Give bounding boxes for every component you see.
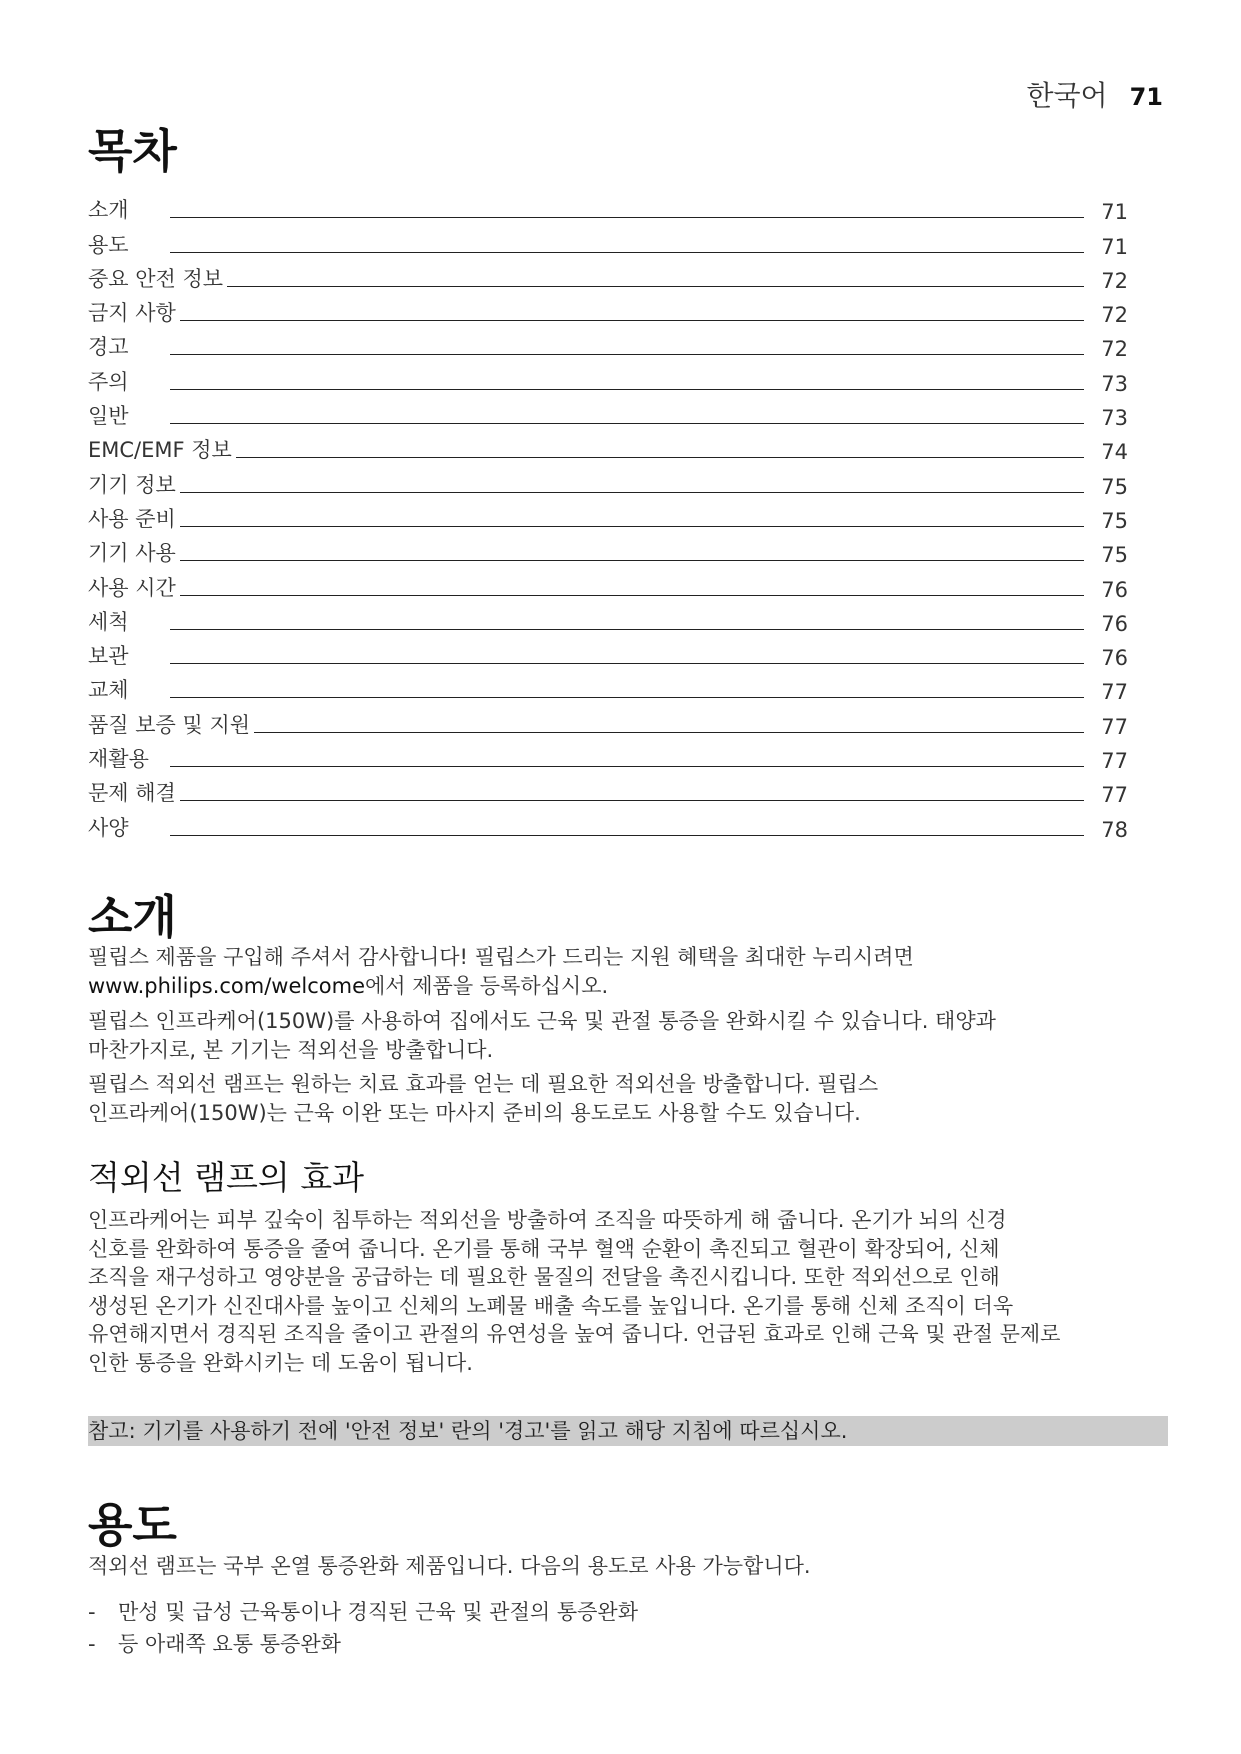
toc-entry[interactable] — [88, 464, 1128, 498]
toc-entry-page: 78 — [1101, 817, 1128, 842]
toc-entry-page: 77 — [1101, 714, 1128, 739]
intro-text: 마찬가지로, 본 기기는 적외선을 방출합니다. — [88, 1037, 494, 1062]
toc-entry-label: 용도 — [88, 232, 129, 257]
toc-entry-label: 문제 해결 — [88, 781, 176, 806]
toc-entry[interactable] — [88, 361, 1128, 395]
intro-text: 인프라케어(150W)는 근육 이완 또는 마사지 준비의 용도로도 사용할 수도 있습니다. — [88, 1100, 861, 1125]
list-item-text: 만성 및 급성 근육통이나 경직된 근육 및 관절의 통증완화 — [118, 1600, 638, 1624]
toc-entry-label: 사용 준비 — [88, 506, 176, 531]
dash-bullet-icon: - — [88, 1600, 96, 1624]
page-header — [1026, 74, 1163, 114]
toc-entry[interactable] — [88, 293, 1128, 327]
intro-title: 소개 — [88, 890, 177, 944]
toc-leader-line — [180, 800, 1084, 801]
effects-title: 적외선 램프의 효과 — [88, 1158, 365, 1197]
toc-leader-line — [180, 526, 1084, 527]
toc-leader-line — [180, 492, 1084, 493]
intro-paragraph-2 — [88, 1007, 1168, 1064]
toc-entry-page: 77 — [1101, 749, 1128, 774]
effects-text: 신호를 완화하여 통증을 줄여 줍니다. 온기를 통해 국부 혈액 순환이 촉진되고 혈관이 확장되어, 신체 — [88, 1236, 1000, 1261]
effects-text: 인한 통증을 완화시키는 데 도움이 됩니다. — [88, 1350, 473, 1375]
toc-leader-line — [227, 286, 1084, 287]
toc-entry[interactable] — [88, 533, 1128, 567]
toc-entry-label: 경고 — [88, 335, 129, 360]
toc-entry-label: 중요 안전 정보 — [88, 266, 224, 291]
toc-leader-line — [180, 560, 1084, 561]
dash-bullet-icon: - — [88, 1632, 96, 1656]
toc-entry-page: 72 — [1101, 303, 1128, 328]
toc-entry-page: 75 — [1101, 508, 1128, 533]
toc-leader-line — [170, 217, 1084, 218]
list-item-text: 등 아래쪽 요통 통증완화 — [118, 1632, 341, 1656]
toc-leader-line — [180, 595, 1084, 596]
toc-leader-line — [180, 320, 1084, 321]
toc-leader-line — [236, 457, 1084, 458]
toc-entry[interactable] — [88, 224, 1128, 258]
toc-leader-line — [170, 252, 1084, 253]
usage-intro: 적외선 램프는 국부 온열 통증완화 제품입니다. 다음의 용도로 사용 가능합니다. — [88, 1554, 811, 1578]
intro-paragraph-3 — [88, 1070, 1168, 1127]
intro-paragraph-1 — [88, 943, 1168, 1000]
toc-entry-page: 72 — [1101, 268, 1128, 293]
toc-entry-page: 71 — [1101, 234, 1128, 259]
list-item — [88, 1596, 638, 1628]
toc-leader-line — [254, 732, 1084, 733]
toc-title: 목차 — [88, 124, 177, 178]
effects-paragraph — [88, 1206, 1168, 1377]
toc-leader-line — [170, 354, 1084, 355]
toc-entry[interactable] — [88, 602, 1128, 636]
page-number: 71 — [1129, 83, 1163, 111]
toc-entry[interactable] — [88, 773, 1128, 807]
toc-entry[interactable] — [88, 499, 1128, 533]
toc-entry[interactable] — [88, 739, 1128, 773]
toc-leader-line — [170, 423, 1084, 424]
toc-entry-label: 일반 — [88, 404, 129, 429]
welcome-link[interactable]: www.philips.com/welcome — [88, 973, 365, 998]
toc-entry[interactable] — [88, 636, 1128, 670]
table-of-contents — [88, 190, 1128, 842]
usage-list — [88, 1596, 638, 1660]
toc-leader-line — [170, 629, 1084, 630]
toc-entry-page: 73 — [1101, 371, 1128, 396]
toc-entry-page: 75 — [1101, 474, 1128, 499]
toc-entry-label: 재활용 — [88, 747, 149, 772]
toc-entry[interactable] — [88, 430, 1128, 464]
toc-entry-page: 74 — [1101, 440, 1128, 465]
toc-entry-label: 사양 — [88, 815, 129, 840]
toc-entry[interactable] — [88, 327, 1128, 361]
toc-leader-line — [170, 389, 1084, 390]
toc-entry-label: 소개 — [88, 198, 129, 223]
warning-note: 참고: 기기를 사용하기 전에 '안전 정보' 란의 '경고'를 읽고 해당 지침에 따르십시오. — [88, 1416, 1168, 1446]
toc-entry-page: 76 — [1101, 646, 1128, 671]
toc-entry-page: 76 — [1101, 611, 1128, 636]
usage-title: 용도 — [88, 1498, 177, 1552]
toc-entry[interactable] — [88, 567, 1128, 601]
toc-entry-label: 기기 사용 — [88, 541, 176, 566]
toc-entry-page: 77 — [1101, 680, 1128, 705]
toc-entry-label: 기기 정보 — [88, 472, 176, 497]
toc-entry-label: 금지 사항 — [88, 301, 176, 326]
list-item — [88, 1628, 638, 1660]
toc-entry-label: 보관 — [88, 644, 129, 669]
toc-leader-line — [170, 663, 1084, 664]
toc-entry[interactable] — [88, 670, 1128, 704]
toc-entry[interactable] — [88, 259, 1128, 293]
toc-entry-label: 주의 — [88, 369, 129, 394]
toc-entry-label: 사용 시간 — [88, 575, 176, 600]
effects-text: 생성된 온기가 신진대사를 높이고 신체의 노폐물 배출 속도를 높입니다. 온기를 통해 신체 조직이 더욱 — [88, 1293, 1014, 1318]
toc-entry-label: EMC/EMF 정보 — [88, 438, 232, 463]
toc-entry[interactable] — [88, 190, 1128, 224]
toc-entry-page: 71 — [1101, 200, 1128, 225]
effects-text: 인프라케어는 피부 깊숙이 침투하는 적외선을 방출하여 조직을 따뜻하게 해 줍니다. 온기가 뇌의 신경 — [88, 1208, 1007, 1232]
toc-entry-page: 73 — [1101, 406, 1128, 431]
intro-text: 에서 제품을 등록하십시오. — [365, 973, 609, 998]
toc-entry-label: 세척 — [88, 609, 129, 634]
intro-text: 필립스 제품을 구입해 주셔서 감사합니다! 필립스가 드리는 지원 혜택을 최대한 누리시려면 — [88, 945, 914, 969]
toc-entry-label: 교체 — [88, 678, 129, 703]
toc-leader-line — [170, 697, 1084, 698]
toc-entry[interactable] — [88, 396, 1128, 430]
toc-entry-page: 77 — [1101, 783, 1128, 808]
toc-entry-page: 75 — [1101, 543, 1128, 568]
toc-entry-page: 76 — [1101, 577, 1128, 602]
toc-entry-page: 72 — [1101, 337, 1128, 362]
toc-entry-label: 품질 보증 및 지원 — [88, 712, 251, 737]
toc-leader-line — [170, 766, 1084, 767]
toc-entry[interactable] — [88, 807, 1128, 841]
toc-entry[interactable] — [88, 704, 1128, 738]
intro-text: 필립스 인프라케어(150W)를 사용하여 집에서도 근육 및 관절 통증을 완화시킬 수 있습니다. 태양과 — [88, 1009, 996, 1033]
language-label: 한국어 — [1026, 79, 1108, 112]
intro-text: 필립스 적외선 램프는 원하는 치료 효과를 얻는 데 필요한 적외선을 방출합니다. 필립스 — [88, 1072, 879, 1096]
toc-leader-line — [170, 835, 1084, 836]
effects-text: 조직을 재구성하고 영양분을 공급하는 데 필요한 물질의 전달을 촉진시킵니다. 또한 적외선으로 인해 — [88, 1265, 1000, 1289]
effects-text: 유연해지면서 경직된 조직을 줄이고 관절의 유연성을 높여 줍니다. 언급된 효과로 인해 근육 및 관절 문제로 — [88, 1322, 1061, 1346]
